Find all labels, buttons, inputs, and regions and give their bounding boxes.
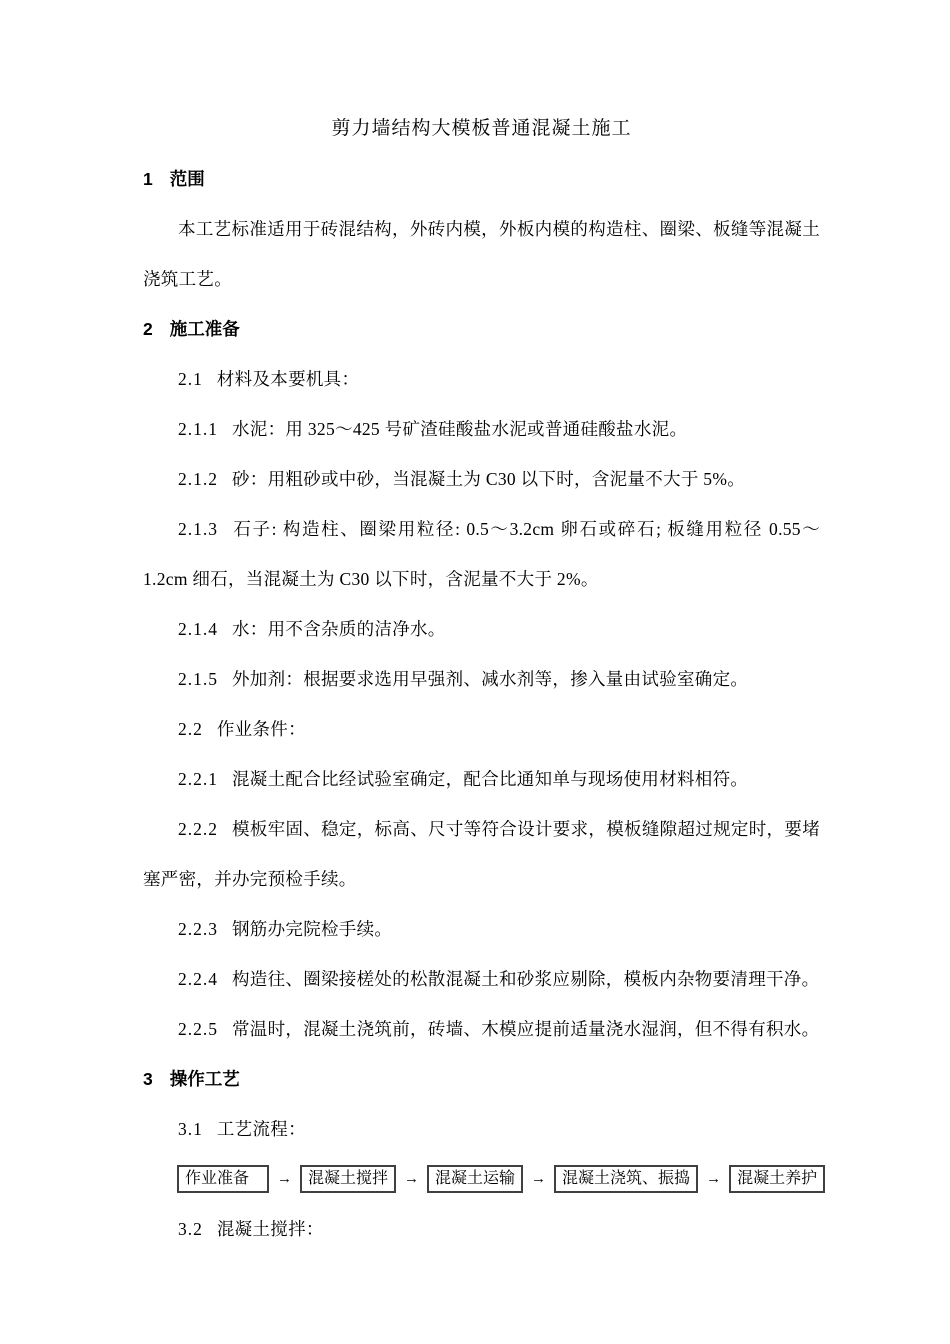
paragraph-2-1-5: [143, 654, 820, 704]
paragraph-2-2-2: [143, 804, 820, 904]
flow-arrow-icon: →: [531, 1171, 547, 1187]
clause-number: 2.1.5: [178, 669, 218, 689]
clause-number: 2.2.4: [178, 969, 218, 989]
paragraph-scope: 本工艺标准适用于砖混结构，外砖内模，外板内模的构造柱、圈梁、板缝等混凝土浇筑工艺。: [143, 219, 820, 289]
clause-number: 2.1.3: [178, 519, 218, 539]
paragraph-2-1-2: [143, 454, 820, 504]
flow-step-pouring-vibrating: 混凝土浇筑、振捣: [554, 1165, 698, 1193]
section-heading-2: [143, 304, 820, 354]
paragraph-2-2-4: [143, 954, 820, 1004]
clause-number: 2.2.5: [178, 1019, 218, 1039]
section-number: 1: [143, 169, 153, 189]
clause-number: 2.2.1: [178, 769, 218, 789]
section-label: 范围: [169, 169, 205, 189]
clause-text: 钢筋办完院检手续。: [232, 919, 393, 939]
clause-number: 3.2: [178, 1219, 203, 1239]
section-number: 2: [143, 319, 153, 339]
process-flowchart: [177, 1154, 820, 1204]
clause-number: 2.1.1: [178, 419, 218, 439]
clause-number: 3.1: [178, 1119, 203, 1139]
clause-text: 工艺流程：: [216, 1119, 306, 1139]
section-heading-3: [143, 1054, 820, 1104]
clause-text: 混凝土配合比经试验室确定，配合比通知单与现场使用材料相符。: [232, 769, 749, 789]
paragraph-2-2-3: [143, 904, 820, 954]
flow-arrow-icon: →: [277, 1171, 293, 1187]
paragraph-2-1-3: [143, 504, 820, 604]
clause-number: 2.1.4: [178, 619, 218, 639]
clause-text: 水：用不含杂质的洁净水。: [232, 619, 446, 639]
clause-text: 模板牢固、稳定，标高、尺寸等符合设计要求，模板缝隙超过规定时，要堵塞严密，并办完预检手续。: [143, 819, 820, 889]
clause-text: 常温时，混凝土浇筑前，砖墙、木模应提前适量浇水湿润，但不得有积水。: [232, 1019, 820, 1039]
section-label: 操作工艺: [169, 1069, 240, 1089]
flow-step-preparation: 作业准备: [177, 1165, 269, 1193]
flow-step-curing: 混凝土养护: [729, 1165, 825, 1193]
clause-number: 2.1.2: [178, 469, 218, 489]
clause-text: 砂：用粗砂或中砂，当混凝土为 C30 以下时，含泥量不大于 5%。: [232, 469, 746, 489]
clause-number: 2.1: [178, 369, 203, 389]
clause-number: 2.2: [178, 719, 203, 739]
paragraph-2-2: [143, 704, 820, 754]
clause-text: 石子: 构造柱、圈梁用粒径: 0.5～3.2cm 卵石或碎石; 板缝用粒径 0.55～1.2cm 细石，当混凝土为 C30 以下时，含泥量不大于 2%。: [143, 519, 820, 589]
clause-text: 材料及本要机具：: [216, 369, 360, 389]
clause-text: 外加剂：根据要求选用早强剂、减水剂等，掺入量由试验室确定。: [232, 669, 749, 689]
flow-step-transport: 混凝土运输: [427, 1165, 523, 1193]
clause-number: 2.2.3: [178, 919, 218, 939]
clause-text: 混凝土搅拌：: [216, 1219, 324, 1239]
flow-step-mixing: 混凝土搅拌: [300, 1165, 396, 1193]
paragraph-2-1: [143, 354, 820, 404]
paragraph-2-2-5: [143, 1004, 820, 1054]
paragraph-2-2-1: [143, 754, 820, 804]
clause-number: 2.2.2: [178, 819, 218, 839]
section-label: 施工准备: [169, 319, 240, 339]
paragraph-3-1: [143, 1104, 820, 1154]
paragraph-2-1-4: [143, 604, 820, 654]
flow-arrow-icon: →: [706, 1171, 722, 1187]
paragraph-2-1-1: [143, 404, 820, 454]
clause-text: 构造往、圈梁接槎处的松散混凝土和砂浆应剔除，模板内杂物要清理干净。: [232, 969, 820, 989]
clause-text: 水泥：用 325～425 号矿渣硅酸盐水泥或普通硅酸盐水泥。: [232, 419, 688, 439]
section-number: 3: [143, 1069, 153, 1089]
flow-arrow-icon: →: [404, 1171, 420, 1187]
section-heading-1: [143, 154, 820, 204]
paragraph-3-2: [143, 1204, 820, 1254]
document-title: 剪力墙结构大模板普通混凝土施工: [331, 118, 632, 139]
clause-text: 作业条件：: [216, 719, 306, 739]
